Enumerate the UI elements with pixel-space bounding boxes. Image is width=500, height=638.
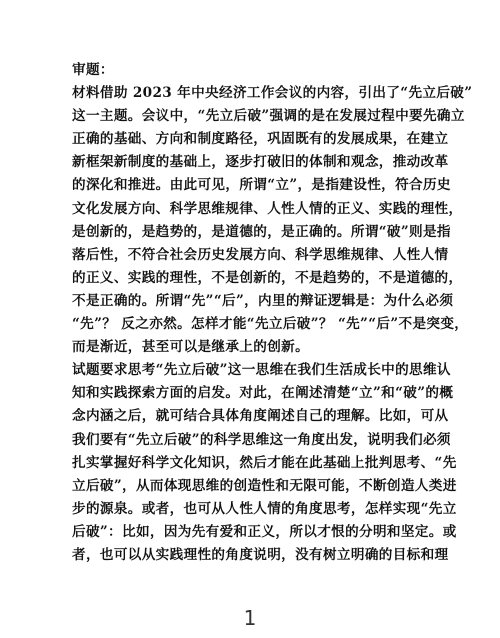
text-line-19: 步的源泉。或者，也可从人性人情的角度思考，怎样实现“先立 — [72, 500, 457, 517]
text-line-11: “先”？ 反之亦然。怎样才能“先立后破”？ “先”“后”不是突变， — [72, 316, 469, 333]
text-line-16: 我们要有“先立后破”的科学思维这一角度出发，说明我们必须 — [72, 431, 451, 448]
text-line-20: 后破”：比如，因为先有爱和正义，所以才恨的分明和坚定。或 — [72, 523, 457, 540]
text-line-10: 不是正确的。所谓“先”“后”，内里的辩证逻辑是：为什么必须 — [72, 292, 454, 309]
text-line-9: 的正义、实践的理性，不是创新的，不是趋势的，不是道德的， — [72, 269, 463, 286]
text-line-6: 文化发展方向、科学思维规律、人性人情的正义、实践的理性， — [72, 200, 463, 217]
text-line-7: 是创新的，是趋势的，是道德的，是正确的。所谓“破”则是指 — [72, 223, 451, 240]
page-number: 1 — [243, 606, 257, 630]
text-line-17: 扎实掌握好科学文化知识，然后才能在此基础上批判思考、“先 — [72, 454, 457, 471]
text-line-1: 材料借助 2023 年中央经济工作会议的内容，引出了“先立后破” — [72, 85, 473, 102]
text-line-21: 者，也可以从实践理性的角度说明，没有树立明确的目标和理 — [72, 546, 449, 563]
text-line-18: 立后破”，从而体现思维的创造性和无限可能，不断创造人类进 — [72, 477, 457, 494]
heading: 审题： — [72, 62, 114, 78]
text-line-8: 落后性，不符合社会历史发展方向、科学思维规律、人性人情 — [72, 246, 449, 263]
document-body — [72, 59, 473, 567]
text-line-4: 新框架新制度的基础上，逐步打破旧的体制和观念，推动改革 — [72, 154, 449, 171]
text-line-13: 试题要求思考“先立后破”这一思维在我们生活成长中的思维认 — [72, 362, 451, 379]
text-line-5: 的深化和推进。由此可见，所谓“立”，是指建设性，符合历史 — [72, 177, 451, 194]
text-line-14: 知和实践探索方面的启发。对此，在阐述清楚“立”和“破”的概 — [72, 385, 454, 402]
text-line-15: 念内涵之后，就可结合具体角度阐述自己的理解。比如，可从 — [72, 408, 449, 425]
text-line-12: 而是渐近，甚至可以是继承上的创新。 — [72, 339, 310, 356]
text-line-3: 正确的基础、方向和制度路径，巩固既有的发展成果，在建立 — [72, 131, 449, 148]
text-line-2: 这一主题。会议中，“先立后破”强调的是在发展过程中要先确立 — [72, 108, 465, 125]
